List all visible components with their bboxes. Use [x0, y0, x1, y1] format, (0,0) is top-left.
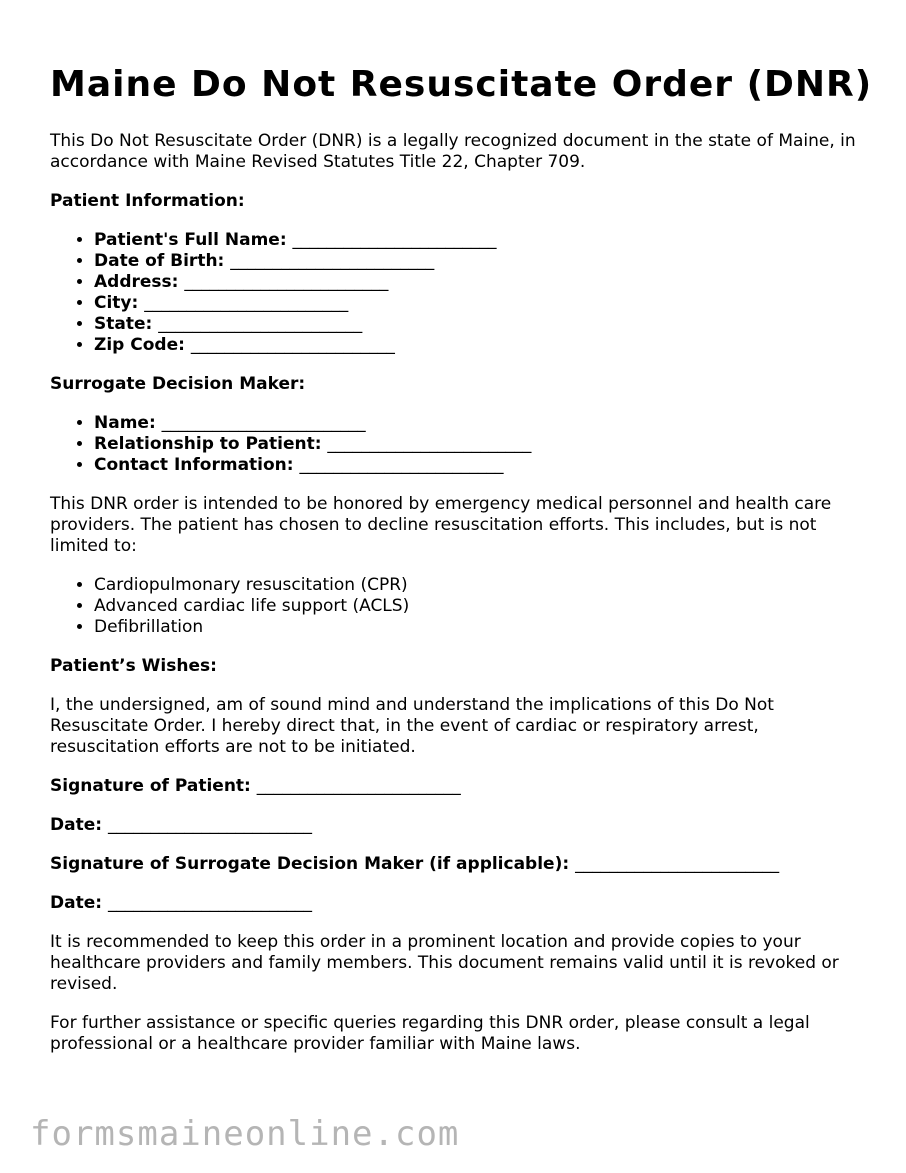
- watermark: formsmaineonline.com: [30, 1114, 460, 1154]
- field-label: Signature of Surrogate Decision Maker (if applicable):: [50, 854, 570, 874]
- list-item: [94, 230, 870, 251]
- assistance-paragraph: For further assistance or specific queries regarding this DNR order, please consult a legal professional or a healthcare provider familiar with Maine laws.: [50, 1013, 810, 1054]
- blank-line: ________________________: [575, 854, 780, 874]
- field-label: Contact Information:: [94, 455, 294, 475]
- dnr-paragraph: This DNR order is intended to be honored by emergency medical personnel and health care providers. The patient has chosen to decline resuscitation efforts. This includes, but is not limited to:: [50, 494, 832, 556]
- intro-paragraph: This Do Not Resuscitate Order (DNR) is a legally recognized document in the state of Maine, in accordance with Maine Revised Statutes Title 22, Chapter 709.: [50, 131, 856, 172]
- surrogate-heading: Surrogate Decision Maker:: [50, 374, 306, 394]
- recommendation-paragraph: It is recommended to keep this order in a prominent location and provide copies to your healthcare providers and family members. This document remains valid until it is revoked or revised.: [50, 932, 839, 994]
- blank-line: ________________________: [327, 434, 532, 454]
- wishes-paragraph: I, the undersigned, am of sound mind and understand the implications of this Do Not Resuscitate Order. I hereby direct that, in the event of cardiac or respiratory arrest, resuscitation efforts are not to be initiated.: [50, 695, 774, 757]
- field-label: Relationship to Patient:: [94, 434, 322, 454]
- blank-line: ________________________: [158, 314, 363, 334]
- field-label: Address:: [94, 272, 179, 292]
- list-item: • Cardiopulmonary resuscitation (CPR): [94, 575, 870, 596]
- blank-line: ________________________: [161, 413, 366, 433]
- field-label: State:: [94, 314, 153, 334]
- list-item: • Advanced cardiac life support (ACLS): [94, 596, 870, 617]
- surrogate-date-line: [50, 893, 870, 914]
- surrogate-signature-line: [50, 854, 870, 875]
- blank-line: ________________________: [256, 776, 461, 796]
- blank-line: ________________________: [292, 230, 497, 250]
- page-title: Maine Do Not Resuscitate Order (DNR): [50, 64, 873, 105]
- list-item: [94, 434, 870, 455]
- list-item: [94, 335, 870, 356]
- list-item: [94, 293, 870, 314]
- patient-signature-line: [50, 776, 870, 797]
- field-label: Signature of Patient:: [50, 776, 251, 796]
- blank-line: ________________________: [299, 455, 504, 475]
- field-label: Zip Code:: [94, 335, 185, 355]
- blank-line: ________________________: [144, 293, 349, 313]
- list-item: [94, 272, 870, 293]
- blank-line: ________________________: [190, 335, 395, 355]
- list-item: [94, 314, 870, 335]
- field-label: City:: [94, 293, 139, 313]
- blank-line: ________________________: [107, 815, 312, 835]
- patient-date-line: [50, 815, 870, 836]
- list-item: [94, 455, 870, 476]
- declined-list: [50, 575, 870, 638]
- patient-info-heading: Patient Information:: [50, 191, 245, 211]
- field-label: Date:: [50, 893, 103, 913]
- list-item: • Defibrillation: [94, 617, 870, 638]
- field-label: Date:: [50, 815, 103, 835]
- list-item: [94, 251, 870, 272]
- blank-line: ________________________: [230, 251, 435, 271]
- patient-info-list: [50, 230, 870, 356]
- list-item: [94, 413, 870, 434]
- field-label: Date of Birth:: [94, 251, 225, 271]
- surrogate-list: [50, 413, 870, 476]
- field-label: Patient's Full Name:: [94, 230, 287, 250]
- wishes-heading: Patient’s Wishes:: [50, 656, 217, 676]
- blank-line: ________________________: [184, 272, 389, 292]
- field-label: Name:: [94, 413, 156, 433]
- blank-line: ________________________: [107, 893, 312, 913]
